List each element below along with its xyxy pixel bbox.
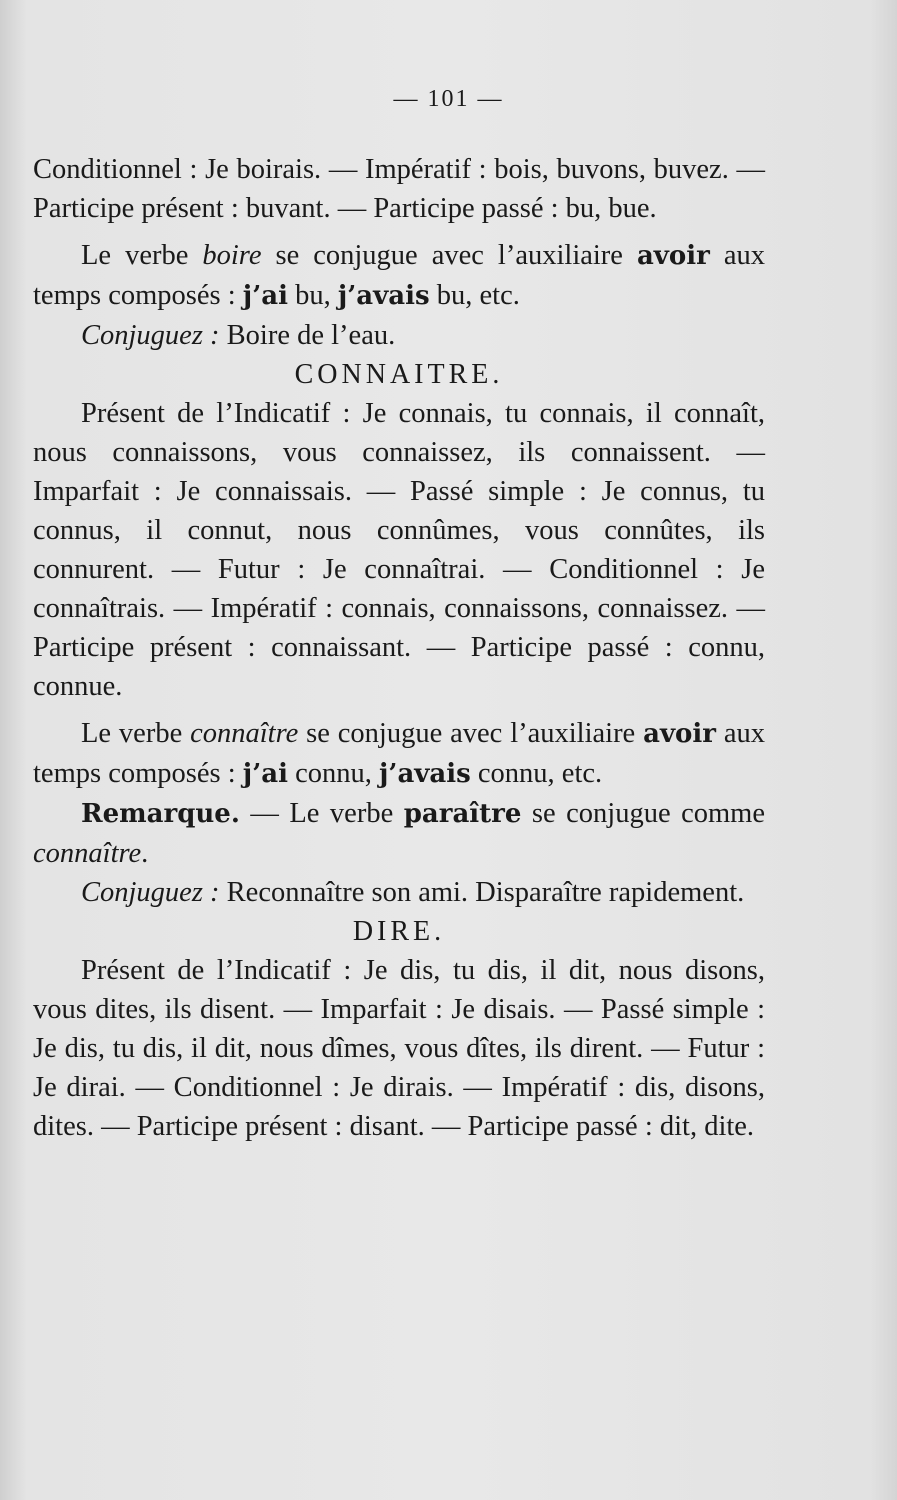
dire-present-paragraph: Présent de l’Indicatif : Je dis, tu dis, il dit, nous disons, vous dites, ils disent. — Imparfait : Je disais. — Passé simple : Je dis, tu dis, il dit, nous dîmes, vous dîtes, ils dirent. — Futur : Je dirai. — Conditionnel : Je dirais. — Impératif : dis, disons, dites. — Participe présent : disant. — Participe passé : dit, dite.: [33, 955, 765, 1142]
text-run: se conjugue avec l’auxiliaire: [261, 240, 637, 271]
text-run: connu, etc.: [470, 758, 603, 789]
page-number: — 101 —: [393, 86, 504, 112]
exercise-text: Reconnaître son ami. Disparaître rapidement.: [219, 877, 745, 908]
remark-label: Remarque.: [81, 799, 240, 829]
verb-italic: boire: [202, 240, 262, 271]
bold-term: avoir: [643, 719, 716, 749]
boire-conditionnel-paragraph: Conditionnel : Je boirais. — Impératif : bois, buvons, buvez. — Participe présent : buvant. — Participe passé : bu, bue.: [33, 154, 765, 224]
text-run: aux temps composés :: [33, 718, 765, 789]
connaitre-present-paragraph: Présent de l’Indicatif : Je connais, tu connais, il connaît, nous connaissons, vous connaissez, ils connaissent. — Imparfait : Je connaissais. — Passé simple : Je connus, tu connus, il connut, nous connûmes, vous connûtes, ils connurent. — Futur : Je connaîtrai. — Conditionnel : Je connaîtrais. — Impératif : connais, connaissons, connaissez. — Participe présent : connaissant. — Participe passé : connu, connue.: [33, 398, 765, 702]
text-run: — Le verbe: [239, 798, 404, 829]
text-run: se conjugue avec l’auxiliaire: [298, 718, 644, 749]
text-run: bu, etc.: [429, 280, 520, 311]
text-run: connu,: [287, 758, 379, 789]
text-run: .: [141, 838, 149, 869]
connaitre-exercise: [33, 873, 765, 912]
connaitre-remark: [33, 794, 765, 873]
verb-italic: connaître: [190, 718, 299, 749]
exercise-label: Conjuguez :: [81, 877, 220, 908]
bold-term: j’ai: [242, 281, 288, 311]
bold-term: j’avais: [337, 281, 430, 311]
verb-italic: connaître: [33, 838, 142, 869]
connaitre-auxiliary-paragraph: [33, 714, 765, 794]
heading-dire: DIRE.: [352, 916, 446, 947]
text-run: Le verbe: [81, 240, 203, 271]
boire-exercise: [33, 316, 765, 355]
bold-term: j’avais: [379, 759, 471, 789]
text-run: bu,: [287, 280, 338, 311]
exercise-label: Conjuguez :: [81, 320, 220, 351]
text-run: aux temps composés :: [33, 240, 765, 311]
bold-term: paraître: [403, 799, 522, 829]
text-run: Le verbe: [81, 718, 191, 749]
exercise-text: Boire de l’eau.: [219, 320, 396, 351]
page-body: [33, 150, 765, 1146]
text-run: se conjugue comme: [521, 798, 765, 829]
bold-term: j’ai: [242, 759, 288, 789]
bold-term: avoir: [636, 241, 710, 271]
heading-connaitre: CONNAITRE.: [294, 359, 504, 390]
boire-auxiliary-paragraph: [33, 236, 765, 316]
